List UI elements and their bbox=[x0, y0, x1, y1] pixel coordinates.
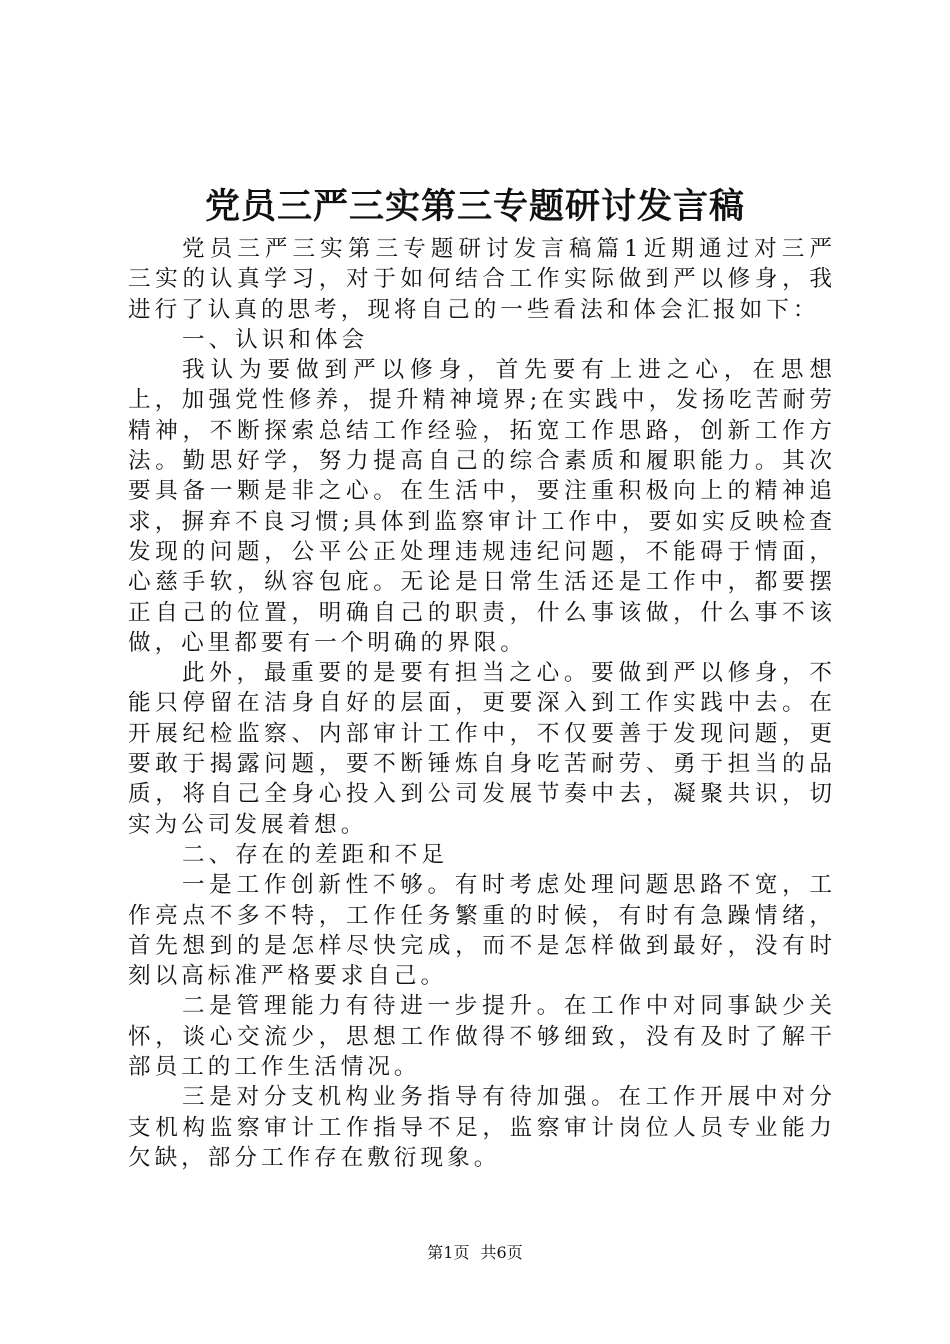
section-heading-2: 二、存在的差距和不足 bbox=[182, 841, 448, 868]
page-total: 共6页 bbox=[480, 1243, 523, 1262]
page-footer bbox=[0, 1241, 950, 1265]
paragraph-body: 一是工作创新性不够。有时考虑处理问题思路不宽，工作亮点不多不特，工作任务繁重的时候，有时有急躁情绪，首先想到的是怎样尽快完成，而不是怎样做到最好，没有时刻以高标准严格要求自己。 bbox=[128, 872, 836, 990]
section-heading-1: 一、认识和体会 bbox=[182, 326, 369, 353]
paragraph-body: 二是管理能力有待进一步提升。在工作中对同事缺少关怀，谈心交流少，思想工作做得不够细致，没有及时了解干部员工的工作生活情况。 bbox=[128, 993, 836, 1081]
paragraph-body: 此外，最重要的是要有担当之心。要做到严以修身，不能只停留在洁身自好的层面，更要深入到工作实践中去。在开展纪检监察、内部审计工作中，不仅要善于发现问题，更要敢于揭露问题，要不断锤炼自身吃苦耐劳、勇于担当的品质，将自己全身心投入到公司发展节奏中去，凝聚共识，切实为公司发展着想。 bbox=[128, 660, 836, 838]
paragraph-intro: 党员三严三实第三专题研讨发言稿篇1近期通过对三严三实的认真学习，对于如何结合工作实际做到严以修身，我进行了认真的思考，现将自己的一些看法和体会汇报如下： bbox=[128, 236, 836, 323]
document-title: 党员三严三实第三专题研讨发言稿 bbox=[204, 186, 745, 227]
paragraph-body: 我认为要做到严以修身，首先要有上进之心，在思想上，加强党性修养，提升精神境界;在实践中，发扬吃苦耐劳精神，不断探索总结工作经验，拓宽工作思路，创新工作方法。勤思好学，努力提高自己的综合素质和履职能力。其次要具备一颗是非之心。在生活中，要注重积极向上的精神追求，摒弃不良习惯;具体到监察审计工作中，要如实反映检查发现的问题，公平公正处理违规违纪问题，不能碍于情面，心慈手软，纵容包庇。无论是日常生活还是工作中，都要摆正自己的位置，明确自己的职责，什么事该做，什么事不该做，心里都要有一个明确的界限。 bbox=[128, 357, 836, 656]
paragraph-body: 三是对分支机构业务指导有待加强。在工作开展中对分支机构监察审计工作指导不足，监察审计岗位人员专业能力欠缺，部分工作存在敷衍现象。 bbox=[128, 1084, 836, 1171]
page-number: 第1页 bbox=[427, 1243, 470, 1262]
document-body bbox=[128, 234, 836, 1173]
